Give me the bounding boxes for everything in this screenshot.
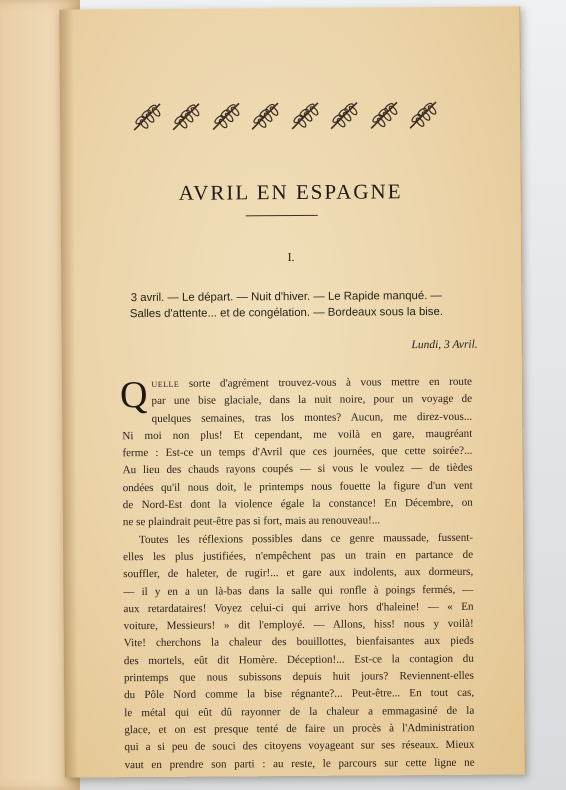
- body-line: Toutes les réflexions possibles dans ce genre maussade, fussent-: [138, 531, 474, 546]
- body-line-text: sorte d'agrément trouvez-vous à vous mettre en route: [179, 375, 472, 390]
- body-line: de Nord-Est dont la violence égale la constance! En Décembre, on: [122, 496, 473, 512]
- olive-branch-icon: [248, 99, 282, 133]
- body-line: des mortels, eût dit Homère. Déception!... Est-ce la contagion du: [123, 652, 474, 667]
- page-content: [59, 6, 524, 777]
- body-line: qui a si peu de souci des citoyens voyageant sur ses réseaux. Mieux: [124, 738, 475, 754]
- section-number: I.: [287, 249, 295, 265]
- body-line: ondées qu'il nous doit, le printemps nous fouette la figure d'un vent: [122, 479, 473, 494]
- olive-branch-icon: [327, 99, 361, 133]
- body-line: vaut en prendre son parti : au reste, le parcours sur cette ligne ne: [124, 756, 475, 771]
- title-rule: [246, 215, 318, 217]
- body-line: par une bise glaciale, dans la nuit noire, pour un voyage de: [151, 393, 473, 408]
- summary-line: Salles d'attente... et de congélation. — Bordeaux sous la bise.: [129, 305, 444, 321]
- body-line: ferme : Est-ce un temps d'Avril que ces journées, que cette soirée?...: [122, 444, 473, 460]
- body-line: aux retardataires! Voyez celui-ci qui arrive hors d'haleine! — « En: [123, 600, 474, 616]
- body-line: [151, 374, 472, 394]
- section-summary: [121, 288, 451, 322]
- body-line: glace, et on est presque tenté de faire un procès à l'Administration: [124, 721, 475, 737]
- olive-branch-icon: [130, 100, 164, 134]
- olive-branch-icon: [406, 98, 440, 132]
- summary-line: 3 avril. — Le départ. — Nuit d'hiver. — Le Rapide manqué. —: [130, 289, 442, 305]
- body-line: printemps que nous subissons depuis huit jours? Reviennent-elles: [123, 669, 475, 685]
- body-line: ne se plaindrait peut-être pas si fort, mais au renouveau!...: [122, 514, 381, 529]
- body-line: — il y en a un là-bas dans la salle qui ronfle à poings fermés, —: [123, 583, 474, 598]
- body-line: quelques semaines, tras los montes? Aucun, me direz-vous...: [151, 410, 473, 425]
- body-line: Vite! cherchons la chaleur des bouillottes, bienfaisantes aux pieds: [123, 635, 474, 650]
- first-word: uelle: [151, 377, 180, 390]
- olive-branch-icon: [209, 99, 243, 133]
- olive-branch-icon: [169, 100, 203, 134]
- ornament-band: [130, 95, 440, 137]
- body-line: elles les plus justifiées, n'empêchent pas un train en partance de: [123, 548, 474, 564]
- body-line: Ni moi non plus! Et cependant, me voilà en gare, maugréant: [122, 427, 473, 443]
- olive-branch-icon: [288, 99, 322, 133]
- body-line: souffler, de haleter, de rugir!... et gare aux indolents, aux dormeurs,: [123, 566, 474, 581]
- drop-cap: Q: [119, 374, 148, 417]
- book-page: [59, 6, 525, 777]
- body-text: [119, 374, 475, 774]
- chapter-title: AVRIL EN ESPAGNE: [178, 179, 403, 205]
- body-line: voiture, Messieurs! » dit l'employé. — Allons, hiss! nous y voilà!: [123, 617, 474, 633]
- body-line: Au lieu des chauds rayons coupés — si vous le voulez — de tièdes: [122, 462, 473, 477]
- body-line: du Pôle Nord comme la bise régnante?... Peut-être... En tout cas,: [124, 687, 475, 702]
- body-line: le métal qui eût dû rayonner de la chaleur a emmagasiné de la: [124, 704, 475, 719]
- olive-branch-icon: [366, 98, 400, 132]
- dateline: Lundi, 3 Avril.: [411, 338, 478, 352]
